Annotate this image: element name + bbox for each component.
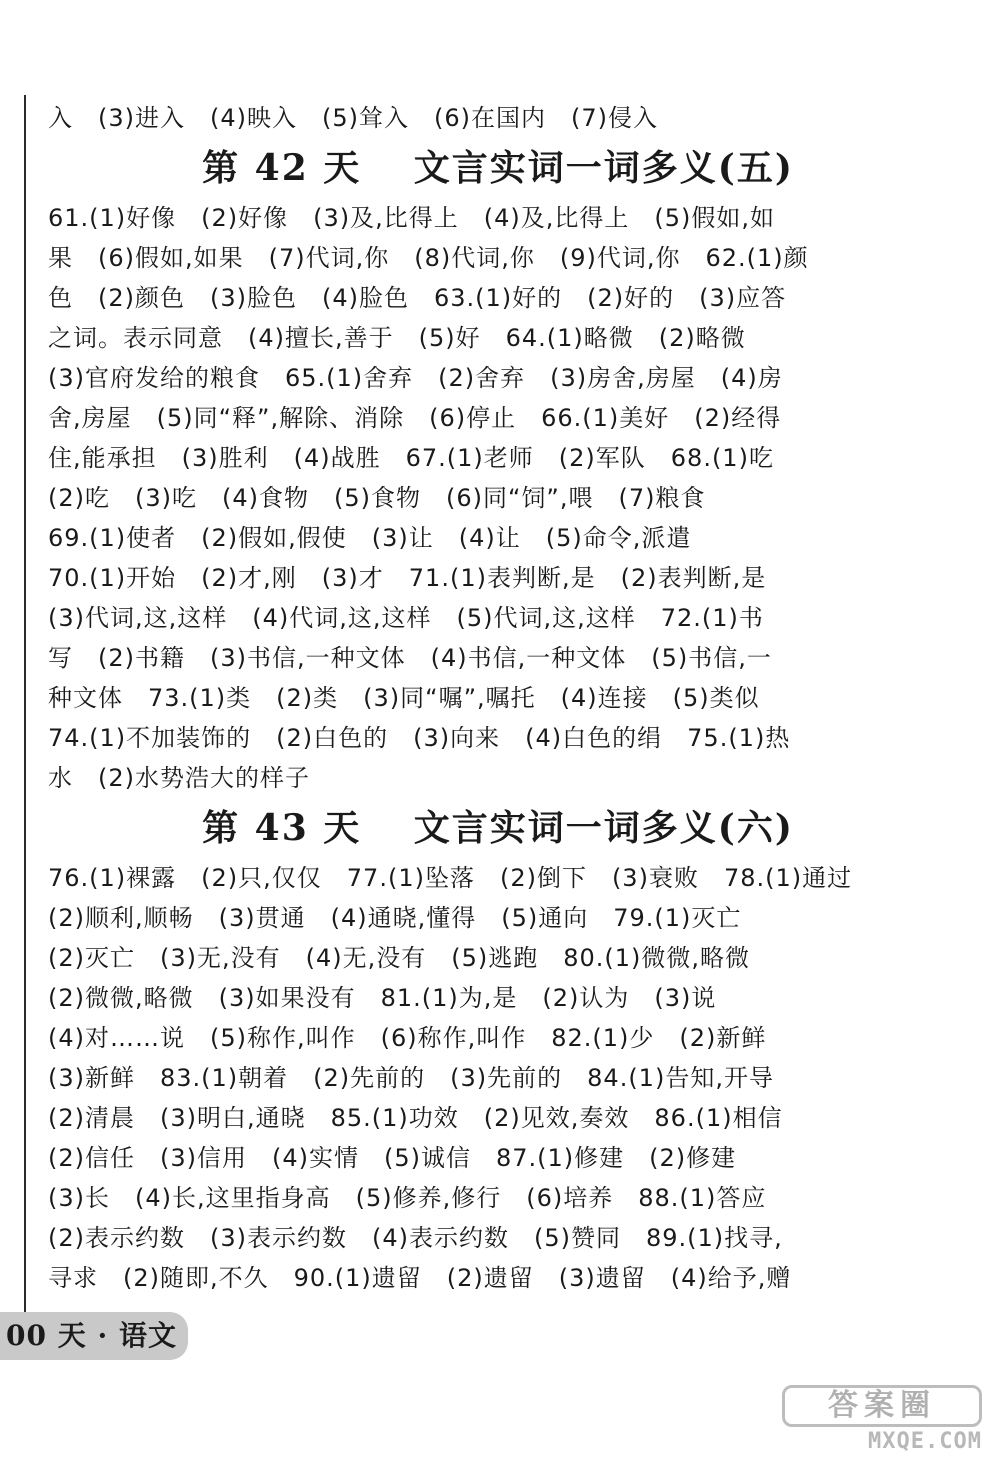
text-line: 写 (2)书籍 (3)书信,一种文体 (4)书信,一种文体 (5)书信,一 (48, 644, 772, 672)
section-heading-day-42: 第 42 天 文言实词一词多义(五) (202, 147, 794, 189)
watermark-logo: 答案圈 (782, 1385, 982, 1427)
text-line: 入 (3)进入 (4)映入 (5)耸入 (6)在国内 (7)侵入 (48, 104, 658, 132)
text-line: 色 (2)颜色 (3)脸色 (4)脸色 63.(1)好的 (2)好的 (3)应答 (48, 284, 787, 312)
text-line: (3)代词,这,这样 (4)代词,这,这样 (5)代词,这,这样 72.(1)书 (48, 604, 764, 632)
text-line: (2)灭亡 (3)无,没有 (4)无,没有 (5)逃跑 80.(1)微微,略微 (48, 944, 751, 972)
text-line: (2)微微,略微 (3)如果没有 81.(1)为,是 (2)认为 (3)说 (48, 984, 717, 1012)
text-line: 之词。表示同意 (4)擅长,善于 (5)好 64.(1)略微 (2)略微 (48, 324, 746, 352)
text-line: (2)吃 (3)吃 (4)食物 (5)食物 (6)同“饲”,喂 (7)粮食 (48, 484, 706, 512)
section-heading-day-43: 第 43 天 文言实词一词多义(六) (202, 807, 794, 849)
text-line: 舍,房屋 (5)同“释”,解除、消除 (6)停止 66.(1)美好 (2)经得 (48, 404, 782, 432)
text-line: 水 (2)水势浩大的样子 (48, 764, 310, 792)
text-line: 寻求 (2)随即,不久 90.(1)遗留 (2)遗留 (3)遗留 (4)给予,赠 (48, 1264, 792, 1292)
text-line: (3)官府发给的粮食 65.(1)舍弃 (2)舍弃 (3)房舍,房屋 (4)房 (48, 364, 783, 392)
text-line: 70.(1)开始 (2)才,刚 (3)才 71.(1)表判断,是 (2)表判断,是 (48, 564, 767, 592)
answer-content (48, 98, 948, 1298)
text-line: 74.(1)不加装饰的 (2)白色的 (3)向来 (4)白色的绢 75.(1)热 (48, 724, 791, 752)
text-line: 住,能承担 (3)胜利 (4)战胜 67.(1)老师 (2)军队 68.(1)吃 (48, 444, 774, 472)
text-line: 76.(1)裸露 (2)只,仅仅 77.(1)坠落 (2)倒下 (3)衰败 78.(1)通过 (48, 864, 853, 892)
text-line: (3)长 (4)长,这里指身高 (5)修养,修行 (6)培养 88.(1)答应 (48, 1184, 767, 1212)
text-line: 种文体 73.(1)类 (2)类 (3)同“嘱”,嘱托 (4)连接 (5)类似 (48, 684, 760, 712)
text-line: (2)信任 (3)信用 (4)实情 (5)诚信 87.(1)修建 (2)修建 (48, 1144, 737, 1172)
text-line: 69.(1)使者 (2)假如,假使 (3)让 (4)让 (5)命令,派遣 (48, 524, 692, 552)
watermark-url: MXQE.COM (868, 1429, 982, 1454)
text-line: 61.(1)好像 (2)好像 (3)及,比得上 (4)及,比得上 (5)假如,如 (48, 204, 776, 232)
text-line: (3)新鲜 83.(1)朝着 (2)先前的 (3)先前的 84.(1)告知,开导 (48, 1064, 774, 1092)
text-line: (2)清晨 (3)明白,通晓 85.(1)功效 (2)见效,奏效 86.(1)相信 (48, 1104, 783, 1132)
left-margin-rule (24, 95, 26, 1325)
footer-book-label: 00 天 · 语文 (0, 1312, 188, 1360)
text-line: (2)表示约数 (3)表示约数 (4)表示约数 (5)赞同 89.(1)找寻, (48, 1224, 783, 1252)
text-line: (2)顺利,顺畅 (3)贯通 (4)通晓,懂得 (5)通向 79.(1)灭亡 (48, 904, 742, 932)
watermark (732, 1385, 982, 1455)
text-line: 果 (6)假如,如果 (7)代词,你 (8)代词,你 (9)代词,你 62.(1)颜 (48, 244, 809, 272)
text-line: (4)对……说 (5)称作,叫作 (6)称作,叫作 82.(1)少 (2)新鲜 (48, 1024, 767, 1052)
